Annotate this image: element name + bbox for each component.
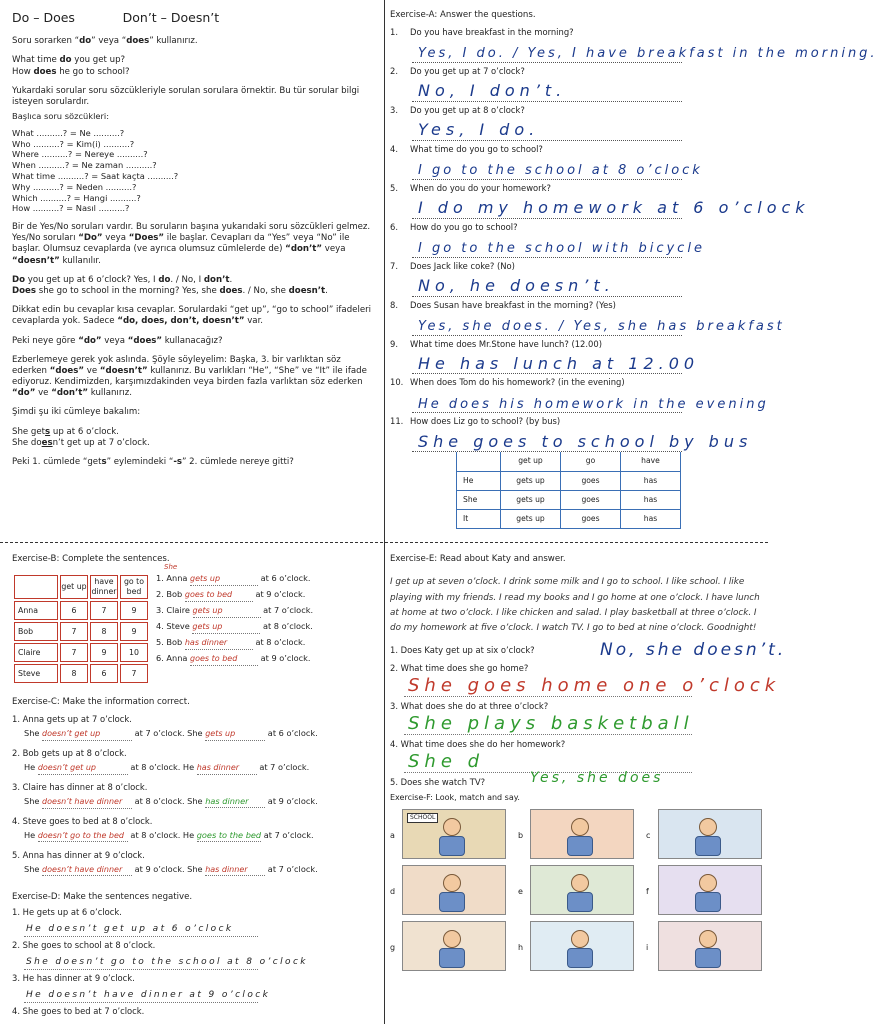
question-text: When do you do your homework? [410,182,551,193]
answer-line[interactable] [412,233,705,258]
question-number: 5. [390,182,398,193]
grammar-explanation [0,0,384,542]
answer-line[interactable] [412,349,700,374]
correction-subject: She [24,863,40,874]
question-word-row: Who ..........? = Kim(i) ..........? [12,138,135,149]
positive-blank[interactable]: has dinner [205,796,265,808]
person-body [567,948,593,968]
correction-row [12,796,378,814]
statement [12,816,378,827]
handwritten-answer: He doesn’t have dinner at 9 o’clock [26,990,271,1001]
table-cell: 7 [90,601,118,620]
positive-blank[interactable]: goes to the bed [196,830,262,841]
picture-g[interactable] [402,921,506,971]
statement-text: He gets up at 6 o’clock. [22,907,122,918]
correction-middle: at 9 o’clock. She [134,863,203,874]
verb-conjugation-table [456,452,681,529]
table-cell: 9 [120,622,148,641]
question-number: 4. [390,143,398,154]
correction-row [12,728,378,746]
correction-row [12,830,378,848]
correction-middle: at 8 o’clock. He [130,762,195,773]
sentence-subject: Bob [166,589,183,600]
table-cell: goes [561,471,621,490]
sentence-number: 2. [156,589,164,600]
question-row [390,416,762,427]
handwritten-answer[interactable]: Yes, she does [530,769,664,786]
statement-text: She goes to school at 8 o’clock. [22,940,156,951]
question-text: Do you get up at 8 o’clock? [410,105,525,116]
comparison-sentences: She gets up at 6 o’clock. She doesn’t get up at 7 o’clock. [12,426,150,448]
item-number: 2. [12,748,20,759]
sentence-end: at 8 o’clock. [255,637,306,648]
table-cell: It [457,509,501,528]
correction-row [12,762,378,780]
statement-text: Bob gets up at 8 o’clock. [22,748,127,759]
item-number: 3. [12,782,20,793]
answer-line[interactable] [412,77,682,102]
question-word-row: What ..........? = Ne ..........? [12,127,125,138]
paragraph-1: Yukardaki sorular soru sözcükleriyle sorulan sorulara örnektir. Bu tür sorular bilgi isteyen sorulardır. [12,85,360,107]
answer-line[interactable] [412,38,878,63]
exercise-b-body [12,563,378,685]
sentence-end: at 8 o’clock. [262,621,313,632]
person-body [695,948,721,968]
statement-text: Steve goes to bed at 8 o’clock. [22,816,153,827]
table-cell: 6 [90,664,118,683]
handwritten-answer: She goes home one o’clock [408,675,781,697]
question-row [390,739,762,751]
sentence-subject: Bob [166,637,183,648]
picture-b[interactable] [530,809,634,859]
question-words-title: Başlıca soru sözcükleri: [12,111,109,122]
table-cell: has [621,509,681,528]
negative-blank[interactable]: doesn’t get up [38,763,128,774]
sentence-row [156,573,356,589]
paragraph-2: Bir de Yes/No soruları vardır. Bu soruların başına yukarıdaki soru sözcükleri gelmez. Yes/No soruları “Do” veya “Does” ile başlar. Cevapları da “Yes” veya “No” ile başlar. Olumsuz cevaplarda (ve ayrıca olumsuz cümlelerde de) “don’t” veya “doesn’t” kullanılır. [12,222,371,266]
exercise-a-title: Exercise-A: Answer the questions. [390,10,536,20]
table-header-cell: go [561,452,621,471]
table-cell: 8 [60,664,88,683]
question-row [390,300,762,311]
handwritten-answer[interactable]: No, she doesn’t. [600,639,787,660]
handwritten-answer: He doesn’t get up at 6 o’clock [26,924,234,935]
question-row [390,769,762,789]
correction-end: at 7 o’clock. [259,762,310,773]
statement [12,782,378,793]
answer-line[interactable] [412,388,769,413]
fill-blank[interactable]: goes to bed [190,654,258,665]
statement-text: Anna gets up at 7 o’clock. [22,714,132,725]
question-row [390,105,762,116]
question-number: 3. [390,700,398,711]
correction-subject: She [24,796,40,807]
answer-line[interactable] [412,272,682,297]
question-word-row: Which ..........? = Hangi ..........? [12,192,141,203]
correction-subject: He [24,762,36,773]
answer-line[interactable] [404,675,781,697]
exercise-a [384,0,878,542]
fill-blank[interactable]: gets up [193,606,261,617]
question-number: 8. [390,299,398,310]
statement-text: She goes to bed at 7 o’clock. [22,1005,145,1016]
sentence-row [156,637,356,653]
picture-e[interactable] [530,865,634,915]
paragraph-6: Şimdi şu iki cümleye bakalım: [12,407,141,418]
fill-blank[interactable]: gets up [192,622,260,633]
question-word-row: Where ..........? = Nereye ..........? [12,149,148,160]
question-row [390,639,787,663]
table-header-cell [14,575,58,599]
correction-row [12,864,378,882]
table-cell: He [457,471,501,490]
statement [12,748,378,759]
sentence-subject: Anna [166,573,188,584]
question-row [390,144,762,155]
statement-text: He has dinner at 9 o’clock. [22,972,135,983]
question-row [390,261,762,272]
question-row [390,663,762,675]
handwritten-answer: I go to the school at 8 o’clock [418,162,703,178]
person-figure [443,874,461,892]
picture-a[interactable] [402,809,506,859]
picture-label: b [518,831,524,841]
exercise-a-questions [390,27,878,452]
item-number: 4. [12,1005,20,1016]
table-cell: has [621,471,681,490]
person-figure [699,818,717,836]
schedule-table [12,573,150,685]
exercise-b-title: Exercise-B: Complete the sentences. [12,554,170,564]
positive-blank[interactable]: has dinner [197,763,257,774]
statement-row [12,1006,378,1017]
handwritten-answer: Yes, she does. / Yes, she has breakfast [418,318,785,334]
correction-end: at 6 o’clock. [267,728,318,739]
fill-blank[interactable]: goes to bed [185,590,253,601]
person-body [567,836,593,856]
answer-line[interactable] [412,311,785,336]
question-number: 9. [390,338,398,349]
negative-blank[interactable]: doesn’t have dinner [42,797,132,808]
table-cell: goes [561,509,621,528]
exercise-d-title: Exercise-D: Make the sentences negative. [12,891,193,902]
table-cell: Steve [14,664,58,683]
question-text: How do you go to school? [410,221,518,232]
picture-label: h [518,943,524,953]
table-cell: gets up [501,471,561,490]
statement-text: Claire has dinner at 8 o’clock. [22,782,148,793]
question-number: 3. [390,105,398,116]
fill-blank[interactable]: has dinner [185,638,253,649]
statement [12,850,378,861]
sentence-number: 6. [156,653,164,664]
table-cell: gets up [501,509,561,528]
question-row [390,701,762,713]
question-number: 11. [390,416,404,427]
table-header-cell: have [621,452,681,471]
item-number: 4. [12,816,20,827]
table-cell: Bob [14,622,58,641]
intro-line: Soru sorarken “do” veya “does” kullanırız. [12,36,198,47]
table-cell: Anna [14,601,58,620]
person-figure [571,818,589,836]
item-number: 1. [12,907,20,918]
person-body [695,836,721,856]
answer-line[interactable] [412,155,703,180]
exercise-e-questions [390,639,787,789]
table-header-cell: have dinner [90,575,118,599]
correction-middle: at 8 o’clock. She [134,796,203,807]
table-cell: 9 [120,601,148,620]
sentence-end: at 9 o’clock. [255,589,306,600]
sentence-row [156,605,356,621]
table-cell: goes [561,490,621,509]
picture-h[interactable] [530,921,634,971]
sentence-row [156,621,356,637]
table-cell: 10 [120,643,148,662]
question-word-row: How ..........? = Nasıl ..........? [12,203,130,214]
exercise-d-items [12,907,378,1017]
question-number: 1. [390,27,398,38]
correction-end: at 9 o’clock. [267,796,318,807]
question-text: When does Tom do his homework? (in the evening) [410,377,625,388]
exercises-e-f [384,542,787,1024]
question-word-row: Why ..........? = Neden ..........? [12,181,137,192]
table-header-cell [457,452,501,471]
statement-row [12,907,378,918]
question-text: Do you get up at 7 o’clock? [410,66,525,77]
sentence-number: 1. [156,573,164,584]
correction-subject: She [24,728,40,739]
table-cell: 8 [90,622,118,641]
person-body [439,948,465,968]
picture-d[interactable] [402,865,506,915]
picture-c[interactable] [658,809,762,859]
sentence-number: 4. [156,621,164,632]
person-body [439,836,465,856]
question-row [390,222,762,233]
question-text: Does she watch TV? [400,776,486,787]
question-text: Does Katy get up at six o’clock? [400,644,535,655]
picture-label: f [646,887,649,897]
question-number: 5. [390,776,398,787]
sentence-subject: Steve [166,621,190,632]
question-row [390,27,762,38]
exercise-c-items [12,714,378,882]
exercises-b-c-d [0,542,384,1024]
negative-blank[interactable]: doesn’t go to the bed [38,831,128,842]
statement-row [12,940,378,951]
picture-i[interactable] [658,921,762,971]
table-header-cell: get up [60,575,88,599]
picture-grid [390,809,762,979]
table-cell: 7 [60,622,88,641]
sentence-row [156,653,356,669]
question-number: 4. [390,738,398,749]
table-cell: 6 [60,601,88,620]
statement [12,714,378,725]
paragraph-3: Dikkat edin bu cevaplar kısa cevaplar. Sorulardaki “get up”, “go to school” ifadeleri cevaplarda yok. Sadece “do, does, don’t, doesn’t” var. [12,305,372,327]
sentence-number: 3. [156,605,164,616]
question-word-row: What time ..........? = Saat kaçta ..........? [12,171,179,182]
picture-label: c [646,831,651,841]
paragraph-7: Peki 1. cümlede “gets” eylemindeki “-s” 2. cümlede nereye gitti? [12,456,294,467]
table-header-cell: go to bed [120,575,148,599]
person-body [567,892,593,912]
sentence-end: at 7 o’clock. [263,605,314,616]
table-cell: Claire [14,643,58,662]
handwritten-answer: He does his homework in the evening [418,396,769,412]
question-number: 1. [390,644,398,655]
answer-line[interactable] [412,194,810,219]
answer-line[interactable] [412,116,682,141]
correction-subject: He [24,830,36,841]
correction-end: at 7 o’clock. [263,830,314,841]
table-cell: gets up [501,490,561,509]
positive-blank[interactable]: has dinner [205,865,265,876]
correction-middle: at 7 o’clock. She [134,728,203,739]
person-figure [699,874,717,892]
table-cell: 9 [90,643,118,662]
picture-label: a [390,831,395,841]
positive-blank[interactable]: gets up [205,729,265,740]
question-word-row: When ..........? = Ne zaman ..........? [12,160,157,171]
question-words-list [12,128,376,214]
statement-row [12,973,378,984]
correction-end: at 7 o’clock. [267,863,318,874]
picture-label: e [518,887,523,897]
picture-label: i [646,943,649,953]
sentence-subject: Claire [166,605,190,616]
person-figure [571,930,589,948]
question-text: What time do you go to school? [410,143,543,154]
answer-line[interactable] [24,920,258,937]
question-row [390,183,762,194]
statement-text: Anna has dinner at 9 o’clock. [22,850,145,861]
sentence-end: at 9 o’clock. [260,653,311,664]
handwritten-note: She [164,563,178,572]
question-number: 2. [390,662,398,673]
question-row [390,377,762,388]
short-answer-examples: Do you get up at 6 o’clock? Yes, I do. / No, I don’t. Does she go to school in the morning? Yes, she does. / No, she doesn’t. [12,274,328,296]
negative-blank[interactable]: doesn’t get up [42,729,132,740]
person-figure [443,818,461,836]
item-number: 5. [12,850,20,861]
picture-label: d [390,887,396,897]
person-figure [443,930,461,948]
handwritten-answer: She plays basketball [408,713,694,735]
person-body [439,892,465,912]
question-text: What does she do at three o’clock? [400,700,549,711]
sentence-number: 5. [156,637,164,648]
school-sign: SCHOOL [407,813,438,823]
answer-line[interactable] [24,986,271,1003]
handwritten-answer: He has lunch at 12.00 [418,353,700,373]
question-number: 7. [390,260,398,271]
person-figure [699,930,717,948]
exercise-f-title: Exercise-F: Look, match and say. [390,792,520,802]
table-cell: She [457,490,501,509]
question-row [390,339,762,350]
correction-middle: at 8 o’clock. He [130,830,195,841]
question-text: What time does she do her homework? [400,738,566,749]
example-questions: What time do you get up? How does he go to school? [12,55,130,77]
person-figure [571,874,589,892]
question-text: Does Jack like coke? (No) [410,260,515,271]
exercise-b-sentences [156,563,356,685]
handwritten-answer: No, he doesn’t. [418,275,615,295]
handwritten-answer: Yes, I do. [418,120,540,140]
paragraph-4: Peki neye göre “do” veya “does” kullanacağız? [12,335,223,346]
question-text: What time does she go home? [400,662,529,673]
exercise-c-title: Exercise-C: Make the information correct. [12,697,190,708]
sentence-subject: Anna [166,653,188,664]
person-body [695,892,721,912]
question-row [390,66,762,77]
page-title: Do – Does Don’t – Doesn’t [12,10,220,25]
table-header-cell: get up [501,452,561,471]
negative-blank[interactable]: doesn’t have dinner [42,865,132,876]
question-text: What time does Mr.Stone have lunch? (12.00) [410,338,602,349]
question-number: 10. [390,377,404,388]
question-text: Does Susan have breakfast in the morning? (Yes) [410,299,616,310]
fill-blank[interactable]: gets up [190,574,258,585]
answer-line[interactable] [24,953,308,970]
item-number: 2. [12,940,20,951]
sentence-end: at 6 o’clock. [260,573,311,584]
table-cell: 7 [120,664,148,683]
verb-table [456,452,681,529]
handwritten-answer: She doesn’t go to the school at 8 o’clock [26,957,308,968]
item-number: 3. [12,972,20,983]
table-cell: 7 [60,643,88,662]
handwritten-answer: She goes to school by bus [418,431,753,451]
item-number: 1. [12,714,20,725]
picture-label: g [390,943,396,953]
sentence-row [156,589,356,605]
exercise-e-title: Exercise-E: Read about Katy and answer. [390,554,566,564]
handwritten-answer: Yes, I do. / Yes, I have breakfast in the morning. [418,46,878,62]
handwritten-answer: I do my homework at 6 o’clock [418,197,810,217]
question-number: 2. [390,66,398,77]
picture-f[interactable] [658,865,762,915]
katy-passage: I get up at seven o’clock. I drink some milk and I go to school. I like school. I like playing with my friends. I read my books and I go home at one o’clock. I have lunch at home at two o’clock. I like chicken and salad. I play basketball at three o’clock. I do my homework at five o’clock. I watch TV. I go to bed at nine o’clock. Goodnight! [390,577,760,634]
handwritten-answer: I go to the school with bicycle [418,240,705,256]
question-text: Do you have breakfast in the morning? [410,27,574,38]
answer-line[interactable] [412,427,753,452]
handwritten-answer: She d [408,751,485,773]
table-cell: has [621,490,681,509]
question-number: 6. [390,221,398,232]
paragraph-5: Ezberlemeye gerek yok aslında. Şöyle söyleyelim: Başka, 3. bir varlıktan söz ederken “does” ve “doesn’t” kullanırız. Bu varlıkları “He”, “She” ve “It” ile ifade ediyoruz. Kendimizden, karşımızdakinden veya birden fazla varlıktan söz ederken “do” ve “don’t” kullanırız. [12,354,367,399]
question-text: How does Liz go to school? (by bus) [410,416,561,427]
answer-line[interactable] [404,713,692,735]
handwritten-answer: No, I don’t. [418,81,567,101]
